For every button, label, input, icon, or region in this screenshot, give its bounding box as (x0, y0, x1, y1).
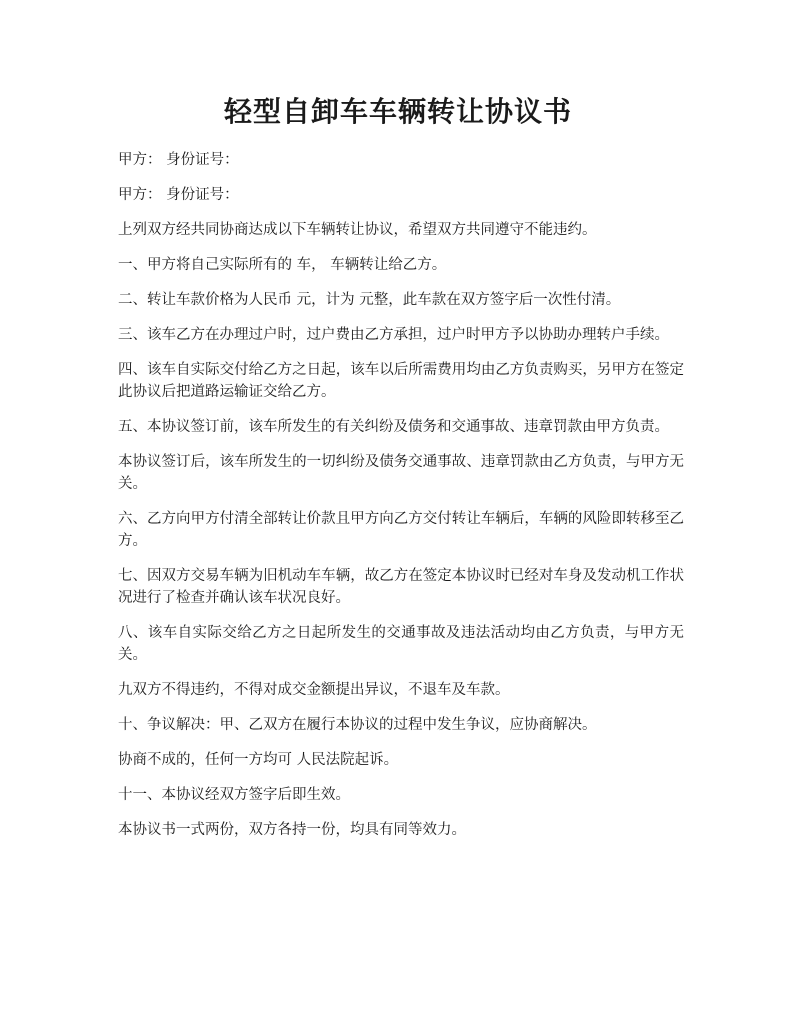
clause-6: 六、乙方向甲方付清全部转让价款且甲方向乙方交付转让车辆后，车辆的风险即转移至乙方。 (118, 511, 684, 549)
clause-10-continued: 协商不成的，任何一方均可 人民法院起诉。 (118, 752, 399, 768)
clause-11: 十一、本协议经双方签字后即生效。 (118, 787, 350, 803)
clause-10: 十、争议解决：甲、乙双方在履行本协议的过程中发生争议，应协商解决。 (118, 717, 597, 733)
preamble-paragraph: 上列双方经共同协商达成以下车辆转让协议，希望双方共同遵守不能违约。 (118, 222, 597, 238)
clause-4: 四、该车自实际交付给乙方之日起，该车以后所需费用均由乙方负责购买，另甲方在签定此协议后把道路运输证交给乙方。 (118, 362, 684, 400)
clause-1: 一、甲方将自己实际所有的 车， 车辆转让给乙方。 (118, 257, 447, 273)
clause-8: 八、该车自实际交给乙方之日起所发生的交通事故及违法活动均由乙方负责，与甲方无关。 (118, 625, 684, 663)
party-b-line: 甲方： 身份证号： (118, 187, 239, 203)
copies-clause: 本协议书一式两份，双方各持一份，均具有同等效力。 (118, 822, 466, 838)
clause-9: 九双方不得违约，不得对成交金额提出异议，不退车及车款。 (118, 682, 510, 698)
clause-5: 五、本协议签订前，该车所发生的有关纠纷及债务和交通事故、违章罚款由甲方负责。 (118, 419, 669, 435)
clause-5-continued: 本协议签订后，该车所发生的一切纠纷及债务交通事故、违章罚款由乙方负责，与甲方无关。 (118, 454, 684, 492)
clause-3: 三、该车乙方在办理过户时，过户费由乙方承担，过户时甲方予以协助办理转户手续。 (118, 327, 669, 343)
document-title: 轻型自卸车车辆转让协议书 (223, 95, 572, 128)
clause-7: 七、因双方交易车辆为旧机动车车辆，故乙方在签定本协议时已经对车身及发动机工作状况进行了检查并确认该车状况良好。 (118, 568, 684, 606)
clause-2: 二、转让车款价格为人民币 元，计为 元整，此车款在双方签字后一次性付清。 (118, 292, 621, 308)
party-a-line: 甲方： 身份证号： (118, 152, 239, 168)
document-body (118, 149, 684, 854)
